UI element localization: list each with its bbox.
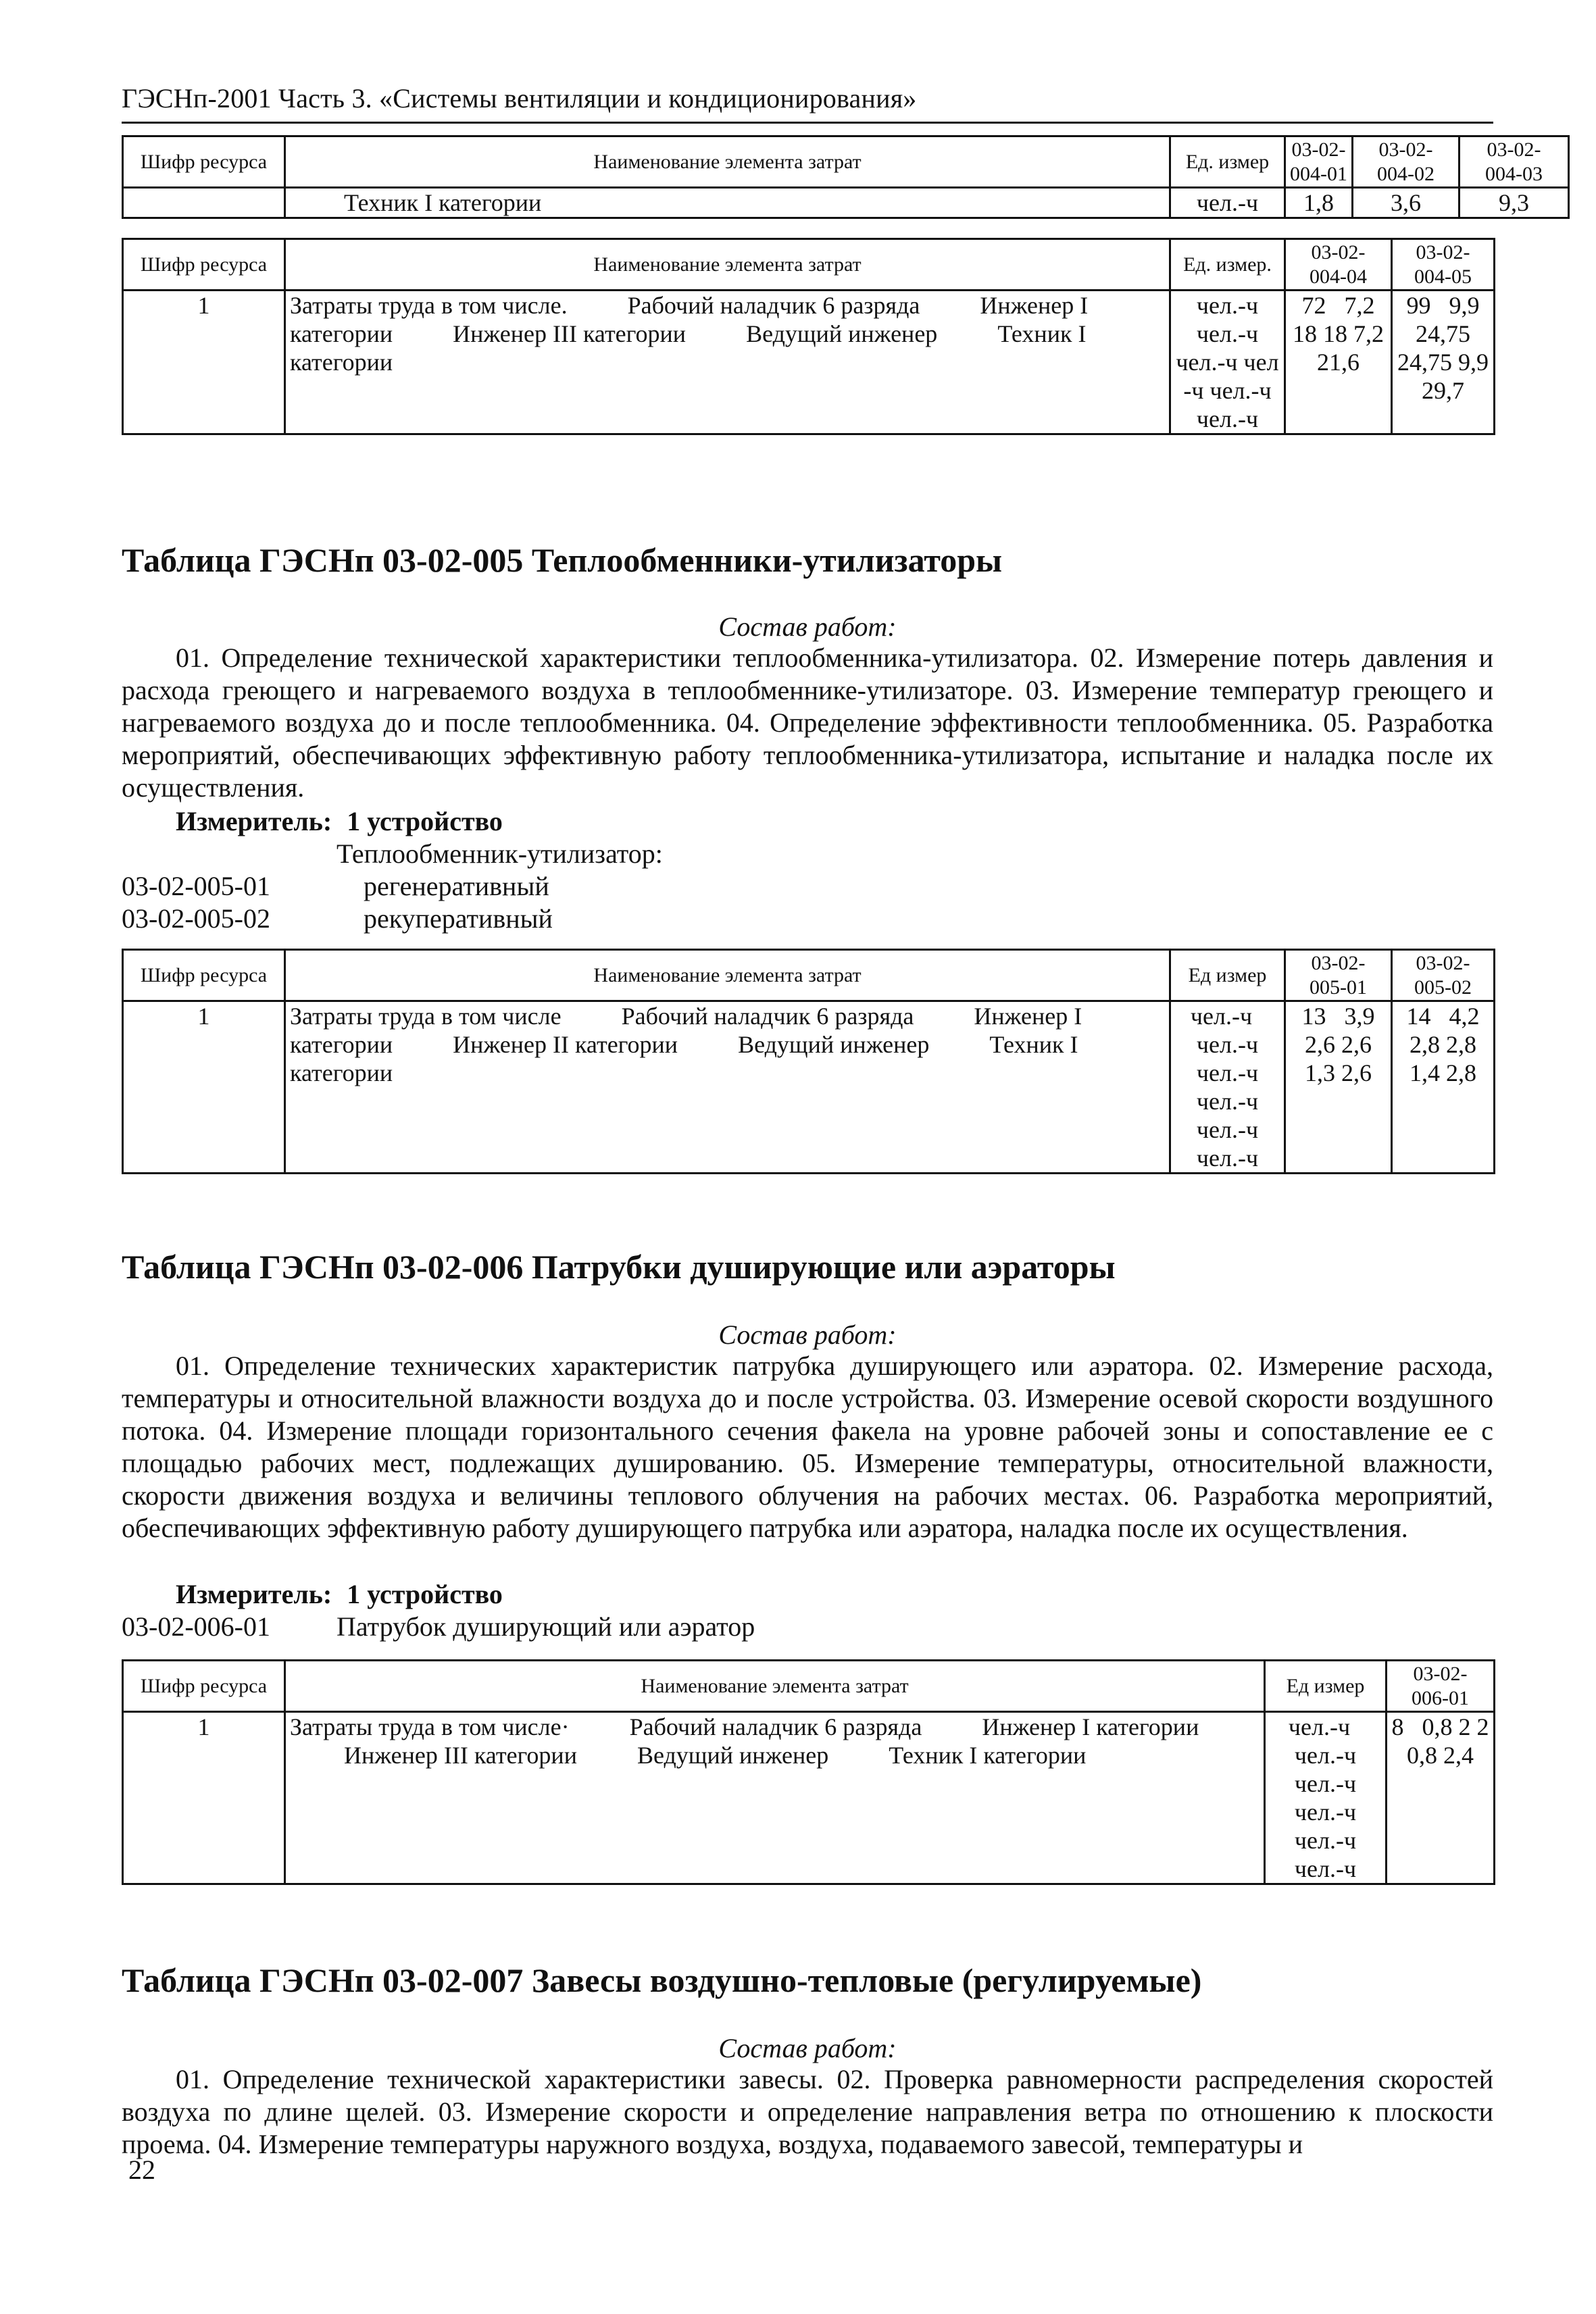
row-name: Затраты труда [290,1003,435,1030]
section-title: Таблица ГЭСНп 03-02-006 Патрубки душирующие или аэраторы [122,1248,1116,1286]
col-unit: Ед измер [1170,950,1285,1001]
row-name: Рабочий наладчик 6 разряда [627,292,920,319]
row-value: 29,7 [1422,377,1464,404]
cipher-cell: 1 [123,1001,285,1174]
row-value: 2,6 [1341,1059,1372,1086]
meter-label: Измеритель: [176,806,332,836]
row-name: Инженер III категории [453,320,687,347]
row-unit: чел.-ч [1294,1770,1357,1797]
row-unit: чел.-ч [1196,1088,1259,1115]
item-name: рекуперативный [364,903,553,934]
row-name: Ведущий инженер [746,320,938,347]
row-name: Затраты труда [290,1713,435,1740]
row-value: 13 [1301,1003,1326,1030]
col-unit: Ед измер [1265,1661,1387,1712]
row-unit: чел.-ч [1176,349,1238,376]
table-004-cont-1 [122,135,1570,219]
col-code: 03-02- 005-01 [1285,950,1392,1001]
row-name: в том числе [441,1003,562,1030]
table-004-cont-2 [122,238,1495,435]
row-value: 72 [1301,292,1326,319]
row-name: Рабочий наладчик 6 разряда [629,1713,922,1740]
section-title: Таблица ГЭСНп 03-02-007 Завесы воздушно-тепловые (регулируемые) [122,1961,1202,1999]
col-unit: Ед. измер [1170,136,1285,188]
row-unit: чел.-ч [1196,1059,1259,1086]
col-name: Наименование элемента затрат [285,1661,1265,1712]
row-unit: чел.-ч [1210,377,1272,404]
row-unit: чел.-ч [1196,292,1259,319]
col-code: 03-02- 004-02 [1353,136,1460,188]
row-value: 3,9 [1344,1003,1375,1030]
row-value: 14 [1406,1003,1431,1030]
row-value: 3,6 [1353,188,1460,218]
row-name: Техник I категории [290,320,1087,376]
col-cipher: Шифр ресурса [123,136,285,188]
row-value: 9,3 [1460,188,1569,218]
running-header: ГЭСНп-2001 Часть 3. «Системы вентиляции и кондиционирования» [122,83,917,114]
row-unit: чел.-ч [1196,1031,1259,1058]
row-value: 7,2 [1344,292,1375,319]
row-value: 2,8 [1446,1031,1476,1058]
group-label: Теплообменник-утилизатор: [336,838,663,869]
item-code: 03-02-005-01 [122,871,270,901]
row-name: Техник I категории [344,189,542,216]
row-unit: чел.-ч [1170,188,1285,218]
meter [176,805,503,837]
col-name: Наименование элемента затрат [285,239,1170,291]
row-value: 4,2 [1449,1003,1480,1030]
col-code: 03-02- 004-01 [1285,136,1353,188]
row-value: 0,8 [1407,1742,1437,1769]
col-name: Наименование элемента затрат [285,950,1170,1001]
row-unit: чел.-ч [1190,1003,1253,1030]
col-unit: Ед. измер. [1170,239,1285,291]
row-name: в том числе. [441,292,568,319]
cipher-cell: 1 [123,1712,285,1884]
col-cipher: Шифр ресурса [123,1661,285,1712]
row-value: 24,75 [1397,349,1452,376]
col-name: Наименование элемента затрат [285,136,1170,188]
row-name: Затраты труда [290,292,435,319]
section-text: 01. Определение технической характеристики теплообменника-утилизатора. 02. Измерение потерь давления и расхода греющего и нагреваемого воздуха в теплообменнике-утилизаторе. 03. Измерение температур греющего и нагреваемого воздуха до и после теплообменника. 04. Определение эффективности теплообменника. 05. Разработка мероприятий, обеспечивающих эффективную работу теплообменника-утилизатора, испытание и наладка после их осуществления. [122,643,1493,803]
col-cipher: Шифр ресурса [123,239,285,291]
row-name: Ведущий инженер [738,1031,930,1058]
row-unit: чел.-ч [1294,1827,1357,1854]
row-unit: чел.-ч [1196,1116,1259,1143]
section-text: 01. Определение технической характеристики завесы. 02. Проверка равномерности распределения скоростей воздуха по длине щелей. 03. Измерение скорости и определение направления ветра по отношению к плоскости проема. 04. Измерение температуры наружного воздуха, воздуха, подаваемого завесой, температуры и [122,2064,1493,2159]
row-value: 1,8 [1285,188,1353,218]
row-value: 9,9 [1458,349,1489,376]
row-name: Техник I категории [290,1031,1078,1086]
row-name: Рабочий наладчик 6 разряда [621,1003,914,1030]
meter [176,1578,503,1610]
row-value: 2,6 [1305,1031,1335,1058]
row-value: 2,8 [1446,1059,1476,1086]
row-value: 2,8 [1410,1031,1440,1058]
row-value: 2 [1476,1713,1489,1740]
table-006 [122,1659,1495,1885]
row-unit: чел.-ч [1196,1145,1259,1172]
row-value: 0,8 [1422,1713,1453,1740]
row-value: 99 [1406,292,1431,319]
col-code: 03-02- 006-01 [1387,1661,1495,1712]
row-name: Инженер I категории [290,1003,1082,1058]
page-number: 22 [128,2155,155,2185]
cipher-cell: 1 [123,291,285,434]
row-unit: чел.-ч [1294,1855,1357,1882]
col-code: 03-02- 004-05 [1392,239,1495,291]
section-subtitle: Состав работ: [718,611,897,642]
item-name: регенеративный [364,871,549,901]
row-name: Инженер I категории [982,1713,1199,1740]
cipher-cell [123,188,285,218]
col-code: 03-02- 004-03 [1460,136,1569,188]
item-code: 03-02-005-02 [122,903,270,934]
row-value: 2 [1458,1713,1471,1740]
table-005 [122,949,1495,1174]
row-value: 1,4 [1410,1059,1440,1086]
row-name: Инженер II категории [453,1031,678,1058]
meter-value: 1 устройство [347,1579,503,1609]
item-code: 03-02-006-01 [122,1611,270,1642]
section-text: 01. Определение технических характеристик патрубка душирующего или аэратора. 02. Измерение расхода, температуры и относительной влажности воздуха до и после устройства. 03. Измерение осевой скорости воздушного потока. 04. Измерение площади горизонтального сечения факела на уровне рабочей зоны и сопоставление ее с площадью рабочих мест, подлежащих душированию. 05. Измерение температуры, относительной влажности, скорости движения воздуха и величины теплового облучения на рабочих местах. 06. Разработка мероприятий, обеспечивающих эффективную работу душирующего патрубка или аэратора, наладка после их осуществления. [122,1351,1493,1543]
col-code: 03-02- 005-02 [1392,950,1495,1001]
row-name: Ведущий инженер [637,1742,829,1769]
row-value: 18 [1323,320,1347,347]
item-name: Патрубок душирующий или аэратор [336,1611,755,1642]
row-unit: чел.-ч [1294,1742,1357,1769]
meter-value: 1 устройство [347,806,503,836]
row-unit: чел.-ч [1196,320,1259,347]
meter-label: Измеритель: [176,1579,332,1609]
section-subtitle: Состав работ: [718,2033,897,2063]
col-code: 03-02- 004-04 [1285,239,1392,291]
row-value: 2,6 [1341,1031,1372,1058]
row-name: Инженер I категории [290,292,1089,347]
row-unit: чел -ч [1183,349,1279,404]
row-unit: чел.-ч [1294,1799,1357,1826]
row-name: Инженер III категории [344,1742,577,1769]
section-subtitle: Состав работ: [718,1319,897,1350]
row-value: 18 [1293,320,1317,347]
row-value: 2,4 [1443,1742,1474,1769]
section-title: Таблица ГЭСНп 03-02-005 Теплообменники-утилизаторы [122,541,1003,579]
row-value: 9,9 [1449,292,1480,319]
row-value: 24,75 [1416,320,1470,347]
row-name: в том числе· [441,1713,570,1740]
row-value: 8 [1391,1713,1404,1740]
col-cipher: Шифр ресурса [123,950,285,1001]
row-value: 1,3 [1305,1059,1335,1086]
row-unit: чел.-ч [1196,405,1259,432]
row-name: Техник I категории [889,1742,1087,1769]
row-value: 7,2 [1353,320,1384,347]
row-unit: чел.-ч [1288,1713,1351,1740]
header-rule [122,122,1493,124]
row-value: 21,6 [1317,349,1360,376]
